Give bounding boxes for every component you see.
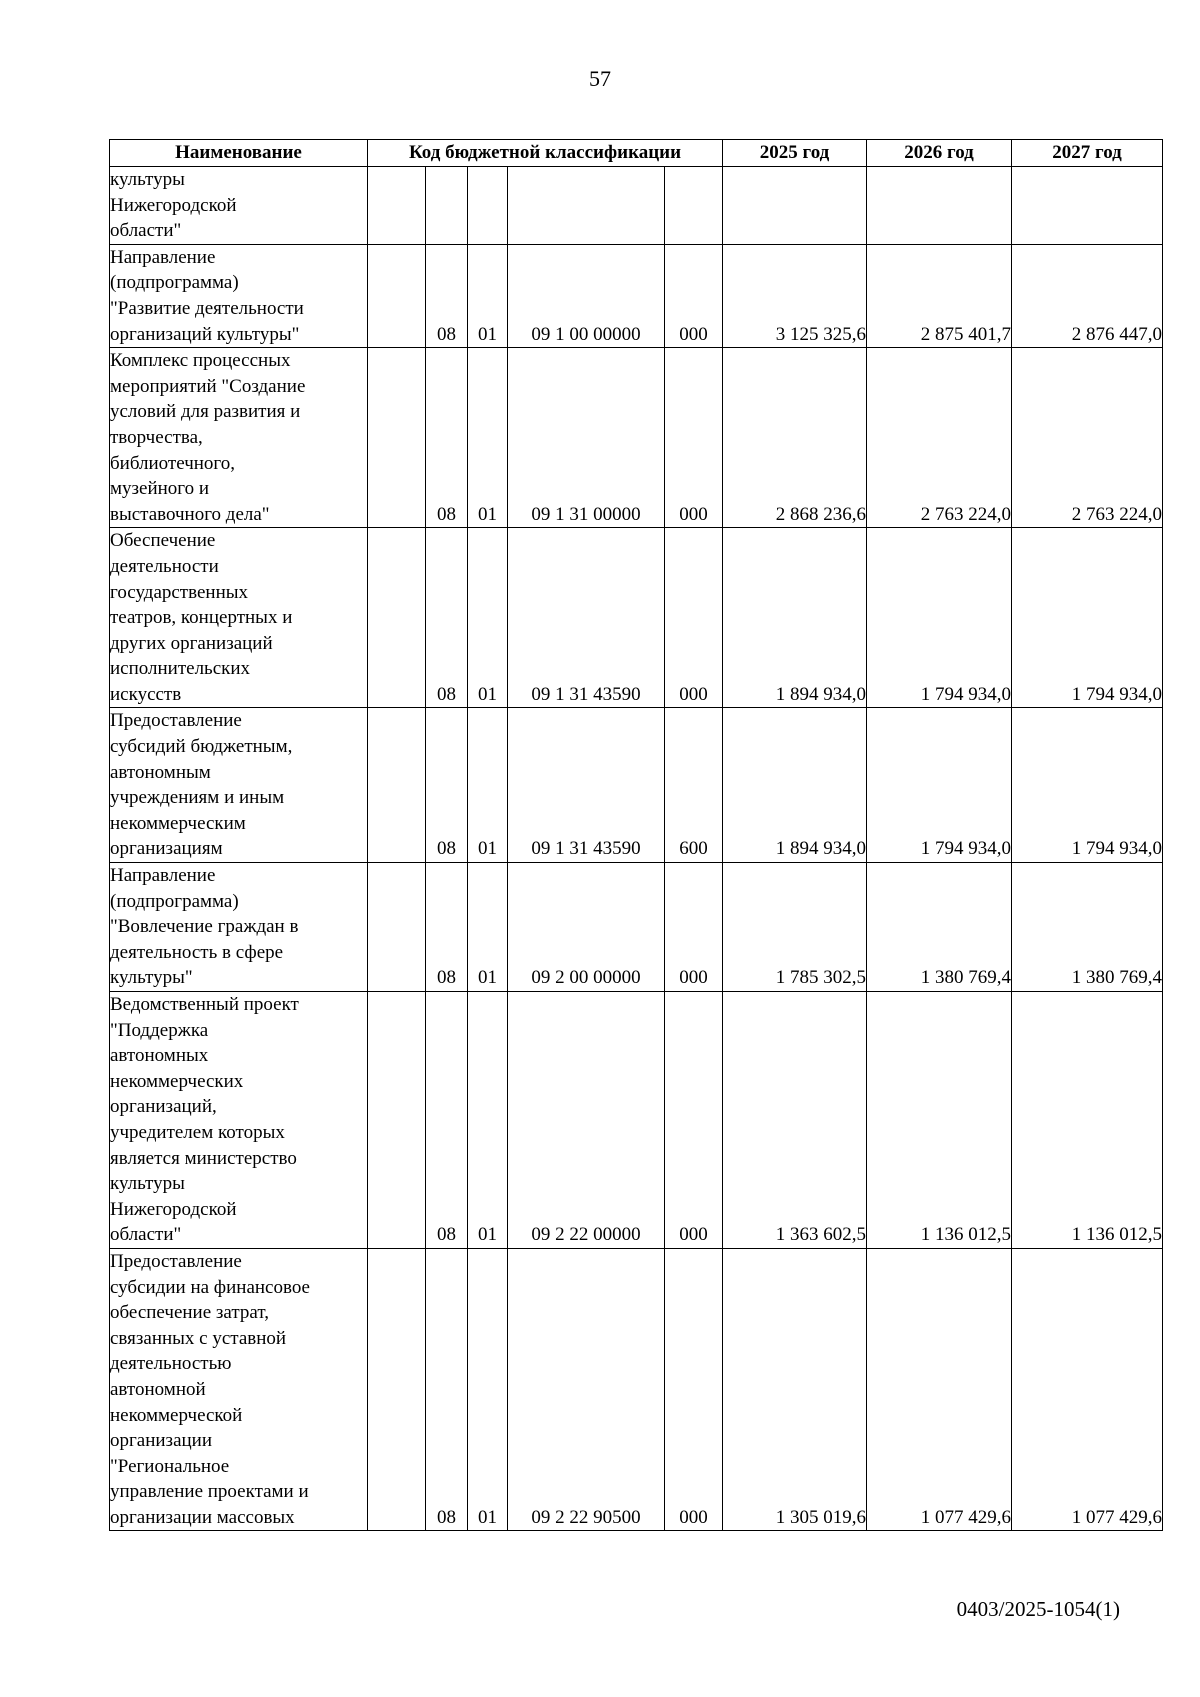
cell-code-1	[368, 528, 426, 708]
cell-code-section	[426, 167, 468, 245]
cell-amount-2025: 1 894 934,0	[723, 528, 867, 708]
cell-code-target: 09 2 22 90500	[508, 1248, 665, 1531]
cell-code-subsection: 01	[468, 708, 508, 863]
cell-code-subsection: 01	[468, 528, 508, 708]
cell-code-1	[368, 167, 426, 245]
budget-table	[109, 139, 1163, 1531]
cell-name: Ведомственный проект "Поддержка автономных некоммерческих организаций, учредителем которых является министерство культуры Нижегородской области"	[110, 992, 368, 1249]
cell-code-subsection	[468, 167, 508, 245]
cell-amount-2026: 1 136 012,5	[867, 992, 1012, 1249]
table-row	[110, 708, 1163, 863]
cell-code-1	[368, 244, 426, 347]
cell-code-section: 08	[426, 348, 468, 528]
cell-code-subsection: 01	[468, 1248, 508, 1531]
cell-amount-2025: 1 305 019,6	[723, 1248, 867, 1531]
cell-code-1	[368, 992, 426, 1249]
table-row	[110, 528, 1163, 708]
table-row	[110, 992, 1163, 1249]
cell-amount-2027: 2 763 224,0	[1012, 348, 1163, 528]
cell-name: Комплекс процессных мероприятий "Создание условий для развития и творчества, библиотечного, музейного и выставочного дела"	[110, 348, 368, 528]
cell-amount-2025: 1 894 934,0	[723, 708, 867, 863]
cell-code-target: 09 2 00 00000	[508, 863, 665, 992]
header-name: Наименование	[110, 140, 368, 167]
cell-name: Направление (подпрограмма) "Вовлечение граждан в деятельность в сфере культуры"	[110, 863, 368, 992]
cell-amount-2026: 1 077 429,6	[867, 1248, 1012, 1531]
cell-code-subsection: 01	[468, 992, 508, 1249]
table-row	[110, 348, 1163, 528]
cell-amount-2025	[723, 167, 867, 245]
cell-code-target: 09 2 22 00000	[508, 992, 665, 1249]
table-row	[110, 167, 1163, 245]
cell-code-section: 08	[426, 1248, 468, 1531]
cell-code-section: 08	[426, 863, 468, 992]
cell-code-1	[368, 348, 426, 528]
cell-amount-2025: 3 125 325,6	[723, 244, 867, 347]
header-code: Код бюджетной классификации	[368, 140, 723, 167]
header-2027: 2027 год	[1012, 140, 1163, 167]
cell-amount-2027: 1 794 934,0	[1012, 708, 1163, 863]
cell-code-expense-type: 000	[665, 992, 723, 1249]
document-id: 0403/2025-1054(1)	[956, 1597, 1120, 1621]
cell-amount-2027: 1 077 429,6	[1012, 1248, 1163, 1531]
cell-code-1	[368, 863, 426, 992]
cell-code-target: 09 1 31 00000	[508, 348, 665, 528]
cell-amount-2026: 2 763 224,0	[867, 348, 1012, 528]
cell-code-target	[508, 167, 665, 245]
table-header-row	[110, 140, 1163, 167]
cell-amount-2027: 1 136 012,5	[1012, 992, 1163, 1249]
cell-amount-2026: 1 794 934,0	[867, 708, 1012, 863]
cell-amount-2025: 1 785 302,5	[723, 863, 867, 992]
table-row	[110, 863, 1163, 992]
cell-amount-2027: 1 380 769,4	[1012, 863, 1163, 992]
header-2025: 2025 год	[723, 140, 867, 167]
cell-amount-2027	[1012, 167, 1163, 245]
cell-code-section: 08	[426, 528, 468, 708]
page-number: 57	[589, 66, 611, 91]
cell-code-expense-type: 000	[665, 528, 723, 708]
cell-amount-2027: 1 794 934,0	[1012, 528, 1163, 708]
cell-amount-2026: 2 875 401,7	[867, 244, 1012, 347]
cell-code-section: 08	[426, 244, 468, 347]
cell-amount-2027: 2 876 447,0	[1012, 244, 1163, 347]
cell-name: Обеспечение деятельности государственных театров, концертных и других организаций исполнительских искусств	[110, 528, 368, 708]
cell-name: культуры Нижегородской области"	[110, 167, 368, 245]
cell-code-1	[368, 708, 426, 863]
cell-code-target: 09 1 31 43590	[508, 528, 665, 708]
cell-code-expense-type: 000	[665, 348, 723, 528]
table-row	[110, 1248, 1163, 1531]
cell-code-section: 08	[426, 708, 468, 863]
cell-name: Предоставление субсидии на финансовое обеспечение затрат, связанных с уставной деятельностью автономной некоммерческой организации "Региональное управление проектами и организации массовых	[110, 1248, 368, 1531]
cell-code-1	[368, 1248, 426, 1531]
cell-amount-2026	[867, 167, 1012, 245]
cell-code-expense-type: 000	[665, 1248, 723, 1531]
cell-code-expense-type: 600	[665, 708, 723, 863]
cell-name: Предоставление субсидий бюджетным, автономным учреждениям и иным некоммерческим организациям	[110, 708, 368, 863]
cell-code-target: 09 1 31 43590	[508, 708, 665, 863]
table-row	[110, 244, 1163, 347]
cell-code-section: 08	[426, 992, 468, 1249]
cell-amount-2026: 1 380 769,4	[867, 863, 1012, 992]
cell-code-subsection: 01	[468, 244, 508, 347]
cell-code-subsection: 01	[468, 863, 508, 992]
cell-code-expense-type: 000	[665, 244, 723, 347]
cell-amount-2025: 2 868 236,6	[723, 348, 867, 528]
cell-code-target: 09 1 00 00000	[508, 244, 665, 347]
cell-amount-2026: 1 794 934,0	[867, 528, 1012, 708]
header-2026: 2026 год	[867, 140, 1012, 167]
cell-amount-2025: 1 363 602,5	[723, 992, 867, 1249]
cell-code-expense-type	[665, 167, 723, 245]
cell-code-subsection: 01	[468, 348, 508, 528]
cell-code-expense-type: 000	[665, 863, 723, 992]
cell-name: Направление (подпрограмма) "Развитие деятельности организаций культуры"	[110, 244, 368, 347]
